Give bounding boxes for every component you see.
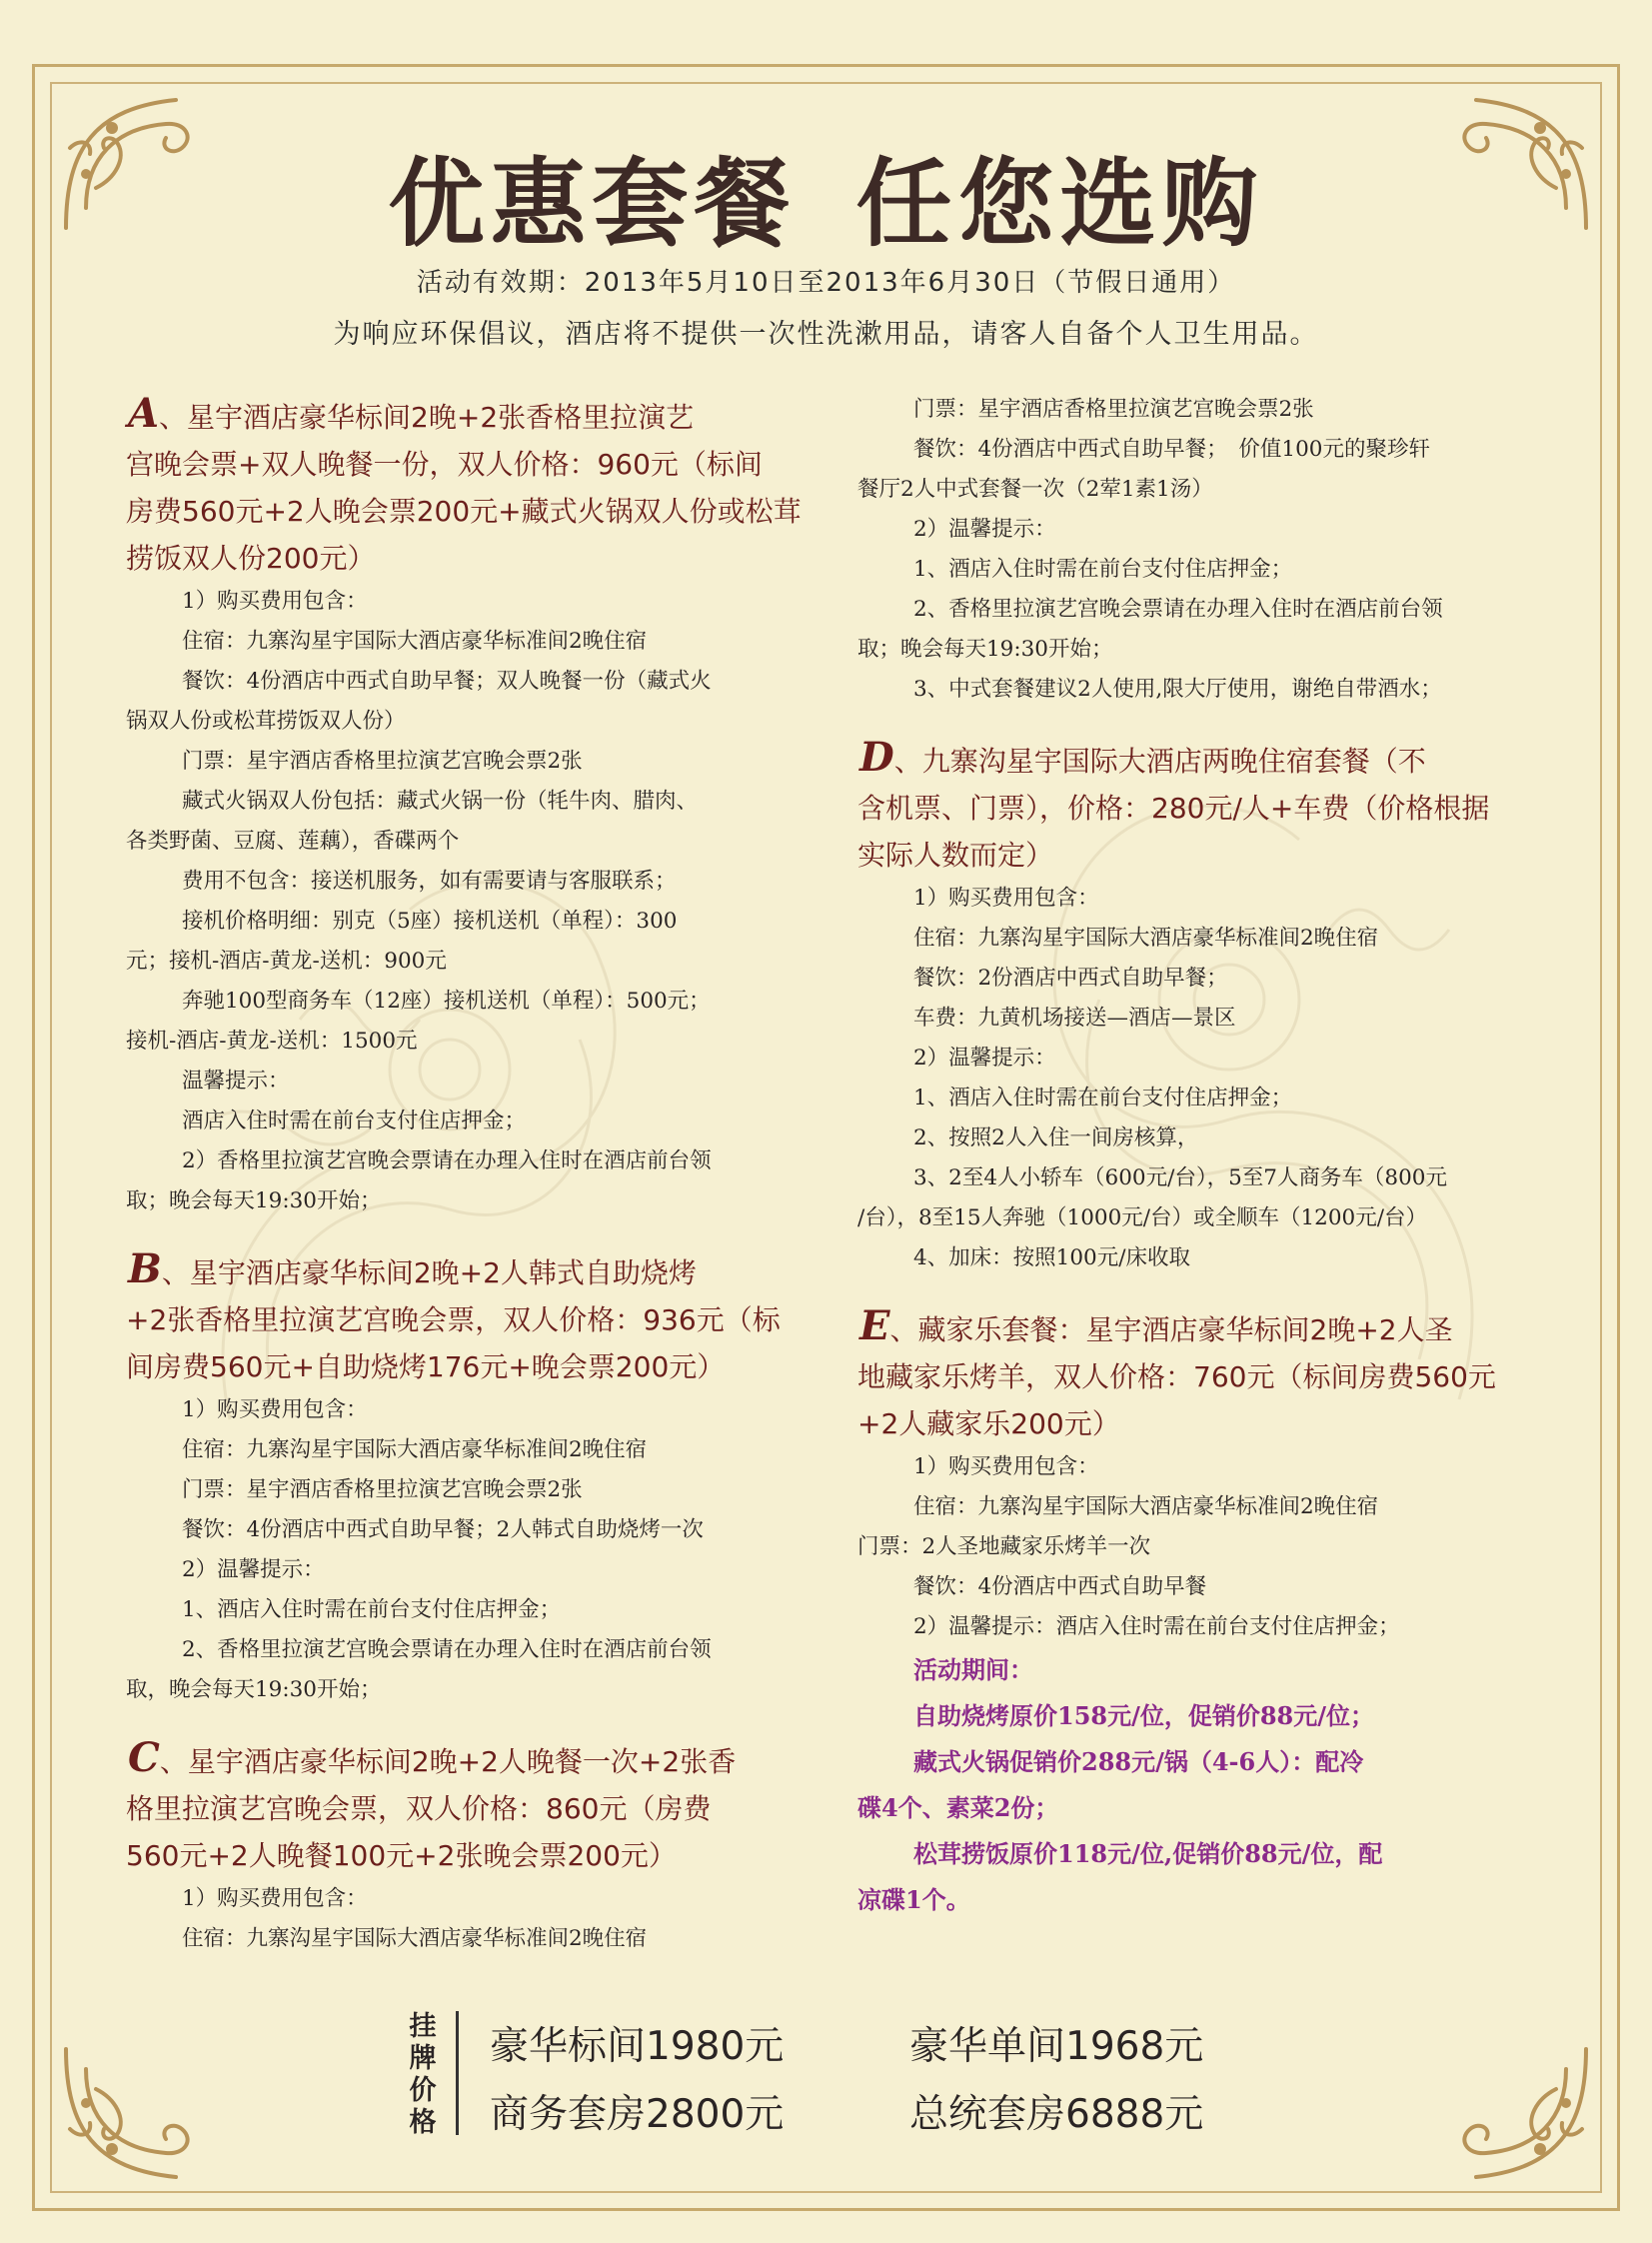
detail-line: 取；晚会每天19:30开始； [126, 1188, 382, 1213]
package-e-letter: E [859, 1302, 890, 1349]
detail-line: 藏式火锅促销价288元/锅（4-6人）：配冷 [913, 1747, 1364, 1776]
detail-line: 2）温馨提示： [913, 517, 1056, 542]
detail-line: 住宿：九寨沟星宇国际大酒店豪华标准间2晚住宿 [182, 1926, 648, 1951]
detail-line: 餐厅2人中式套餐一次（2荤1素1汤） [857, 477, 1213, 502]
package-d-title: D、九寨沟星宇国际大酒店两晚住宿套餐（不 含机票、门票），价格：280元/人+车费（价格根据 实际人数而定） [857, 734, 1490, 872]
detail-line: 2、香格里拉演艺宫晚会票请在办理入住时在酒店前台领 [182, 1637, 712, 1662]
package-b-title: B、星宇酒店豪华标间2晚+2人韩式自助烧烤 +2张香格里拉演艺宫晚会票，双人价格：936元（标 间房费560元+自助烧烤176元+晚会票200元） [126, 1245, 781, 1383]
detail-line: 1）购买费用包含： [182, 1397, 368, 1422]
detail-line: 3、2至4人小轿车（600元/台），5至7人商务车（800元 [913, 1165, 1447, 1190]
detail-line: 自助烧烤原价158元/位，促销价88元/位； [913, 1701, 1375, 1730]
detail-line: 碟4个、素菜2份； [857, 1793, 1059, 1822]
detail-line: 住宿：九寨沟星宇国际大酒店豪华标准间2晚住宿 [182, 1437, 648, 1462]
detail-line: 松茸捞饭原价118元/位,促销价88元/位，配 [913, 1839, 1383, 1868]
package-d [857, 734, 1533, 1278]
detail-line: 酒店入住时需在前台支付住店押金； [182, 1109, 527, 1133]
detail-line: 餐饮：4份酒店中西式自助早餐； 价值100元的聚珍轩 [913, 437, 1430, 462]
package-b [126, 1245, 806, 1710]
detail-line: 门票：2人圣地藏家乐烤羊一次 [857, 1534, 1151, 1559]
detail-line: 2、香格里拉演艺宫晚会票请在办理入住时在酒店前台领 [913, 597, 1443, 622]
list-price-label: 挂牌价格 [409, 2011, 437, 2138]
detail-line: 住宿：九寨沟星宇国际大酒店豪华标准间2晚住宿 [182, 629, 648, 654]
package-a [126, 390, 806, 1221]
price-business-suite: 商务套房2800元 [490, 2092, 785, 2137]
package-e-title: E、藏家乐套餐：星宇酒店豪华标间2晚+2人圣 地藏家乐烤羊，双人价格：760元（标间房费560元 +2人藏家乐200元） [857, 1302, 1496, 1440]
detail-line: 1）购买费用包含： [913, 1454, 1099, 1479]
detail-line: 藏式火锅双人份包括：藏式火锅一份（牦牛肉、腊肉、 [182, 789, 699, 814]
detail-line: 凉碟1个。 [857, 1885, 970, 1914]
price-presidential-suite: 总统套房6888元 [909, 2092, 1204, 2137]
package-b-letter: B [128, 1245, 162, 1292]
detail-line: 1）购买费用包含： [182, 1886, 368, 1911]
detail-line: 取；晚会每天19:30开始； [857, 637, 1113, 662]
package-e-promo [857, 1647, 1533, 1923]
detail-line: 奔驰100型商务车（12座）接机送机（单程）：500元； [182, 989, 711, 1014]
detail-line: 2）香格里拉演艺宫晚会票请在办理入住时在酒店前台领 [182, 1148, 712, 1173]
detail-line: 住宿：九寨沟星宇国际大酒店豪华标准间2晚住宿 [913, 926, 1379, 951]
detail-line: 2）温馨提示： [913, 1046, 1056, 1071]
detail-line: 1）购买费用包含： [182, 589, 368, 614]
right-column [857, 390, 1533, 1923]
detail-line: 餐饮：2份酒店中西式自助早餐； [913, 966, 1228, 991]
detail-line: 接机价格明细：别克（5座）接机送机（单程）：300 [182, 909, 678, 934]
detail-line: 门票：星宇酒店香格里拉演艺宫晚会票2张 [913, 397, 1314, 422]
package-c [126, 1734, 806, 1959]
package-e-details [857, 1447, 1533, 1647]
validity-text: 活动有效期：2013年5月10日至2013年6月30日（节假日通用） [416, 268, 1236, 298]
detail-line: 费用不包含：接送机服务，如有需要请与客服联系； [182, 869, 677, 894]
title-part1: 优惠套餐 [388, 148, 797, 260]
package-c-details [126, 1879, 806, 1959]
package-a-letter: A [128, 390, 160, 437]
page-title [0, 128, 1652, 265]
detail-line: 餐饮：4份酒店中西式自助早餐；2人韩式自助烧烤一次 [182, 1517, 704, 1542]
detail-line: 2）温馨提示：酒店入住时需在前台支付住店押金； [913, 1614, 1400, 1639]
detail-line: 锅双人份或松茸捞饭双人份） [126, 709, 406, 734]
package-e [857, 1302, 1533, 1923]
detail-line: /台），8至15人奔驰（1000元/台）或全顺车（1200元/台） [857, 1205, 1427, 1230]
corner-ornament-bottom-right [1446, 2039, 1596, 2189]
detail-line: 餐饮：4份酒店中西式自助早餐；双人晚餐一份（藏式火 [182, 669, 712, 694]
detail-line: 餐饮：4份酒店中西式自助早餐 [913, 1574, 1207, 1599]
detail-line: 1、酒店入住时需在前台支付住店押金； [913, 557, 1293, 582]
detail-line: 门票：星宇酒店香格里拉演艺宫晚会票2张 [182, 1477, 583, 1502]
detail-line: 2、按照2人入住一间房核算， [913, 1125, 1199, 1150]
detail-line: 门票：星宇酒店香格里拉演艺宫晚会票2张 [182, 749, 583, 774]
detail-line: 各类野菌、豆腐、莲藕），香碟两个 [126, 829, 460, 854]
list-price-divider [456, 2011, 459, 2135]
notice-text: 为响应环保倡议，酒店将不提供一次性洗漱用品，请客人自备个人卫生用品。 [333, 319, 1319, 350]
package-d-details [857, 879, 1533, 1278]
detail-line: 车费：九黄机场接送—酒店—景区 [913, 1006, 1236, 1031]
package-c-details-continued [857, 390, 1533, 710]
detail-line: 1、酒店入住时需在前台支付住店押金； [913, 1086, 1293, 1111]
detail-line: 取，晚会每天19:30开始； [126, 1677, 382, 1702]
package-c-title: C、星宇酒店豪华标间2晚+2人晚餐一次+2张香 格里拉演艺宫晚会票，双人价格：860元（房费 560元+2人晚餐100元+2张晚会票200元） [126, 1734, 737, 1872]
title-part2: 任您选购 [855, 148, 1264, 260]
detail-line: 1、酒店入住时需在前台支付住店押金； [182, 1597, 562, 1622]
package-d-letter: D [859, 734, 894, 781]
detail-line: 温馨提示： [182, 1069, 290, 1094]
detail-line: 1）购买费用包含： [913, 886, 1099, 911]
detail-line: 住宿：九寨沟星宇国际大酒店豪华标准间2晚住宿 [913, 1494, 1379, 1519]
package-c-letter: C [128, 1734, 160, 1781]
corner-ornament-bottom-left [56, 2039, 206, 2189]
price-deluxe-single: 豪华单间1968元 [909, 2024, 1204, 2069]
detail-line: 3、中式套餐建议2人使用,限大厅使用，谢绝自带酒水； [913, 677, 1442, 702]
package-b-details [126, 1390, 806, 1710]
detail-line: 4、加床：按照100元/床收取 [913, 1245, 1190, 1270]
price-deluxe-standard: 豪华标间1980元 [490, 2024, 785, 2069]
detail-line: 元；接机-酒店-黄龙-送机：900元 [126, 949, 447, 974]
detail-line: 2）温馨提示： [182, 1557, 325, 1582]
detail-line: 活动期间： [913, 1655, 1033, 1684]
package-a-details [126, 582, 806, 1221]
detail-line: 接机-酒店-黄龙-送机：1500元 [126, 1029, 418, 1054]
left-column [126, 390, 806, 1959]
package-a-title: A、星宇酒店豪华标间2晚+2张香格里拉演艺 宫晚会票+双人晚餐一份，双人价格：960元（标间 房费560元+2人晚会票200元+藏式火锅双人份或松茸 捞饭双人份200元） [126, 390, 802, 575]
